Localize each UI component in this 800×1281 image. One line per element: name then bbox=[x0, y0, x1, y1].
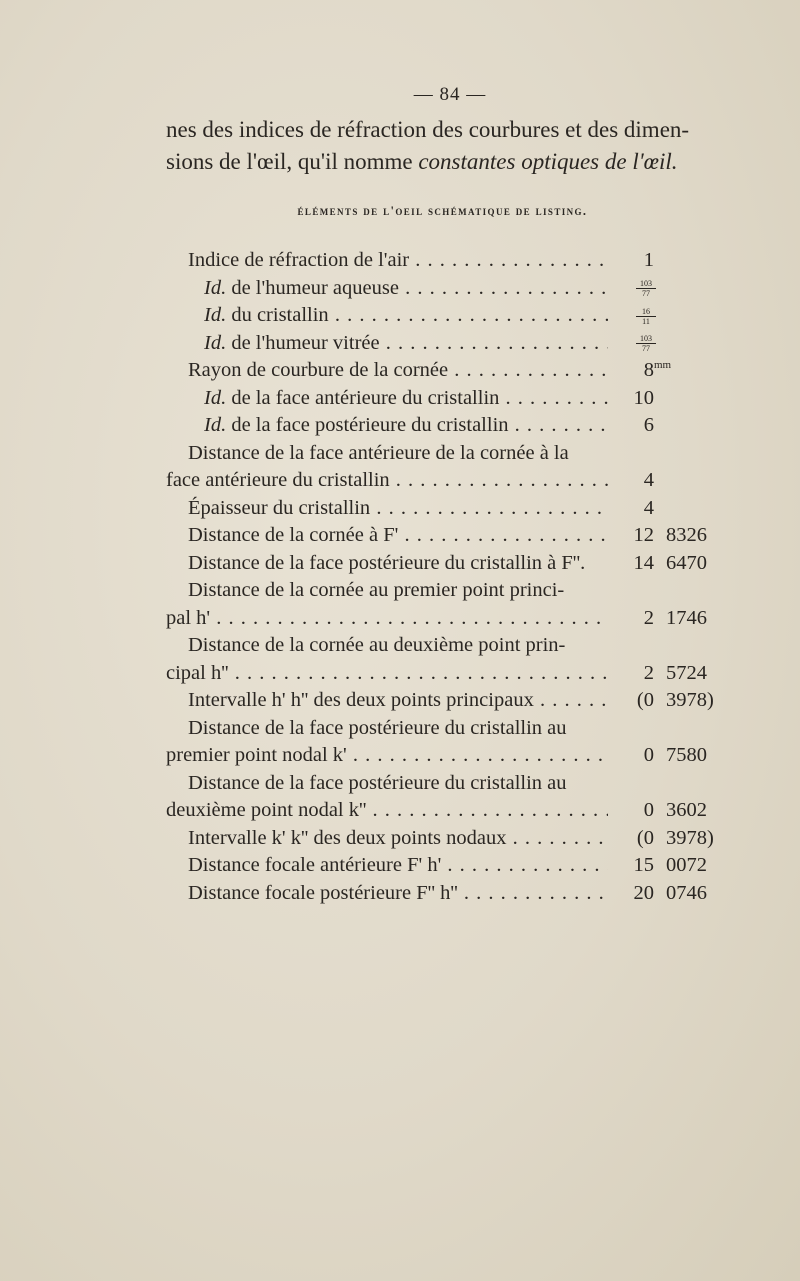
row-label-text: pal h' bbox=[166, 606, 211, 629]
row-label-text: Distance focale antérieure F' h' bbox=[188, 854, 442, 876]
value-integer: 12 bbox=[633, 524, 654, 546]
row-label-text: cipal h'' bbox=[166, 661, 229, 684]
row-label bbox=[166, 797, 608, 825]
fraction-denominator: 11 bbox=[642, 316, 650, 326]
table-row bbox=[166, 880, 726, 908]
table-row bbox=[166, 385, 726, 413]
intro-line-2 bbox=[166, 146, 726, 178]
row-value bbox=[606, 880, 726, 908]
table-row bbox=[166, 550, 726, 578]
row-label bbox=[204, 302, 608, 330]
id-prefix: Id. bbox=[204, 276, 227, 299]
fraction-numerator: 103 bbox=[636, 279, 656, 289]
value-decimal: 3978) bbox=[666, 689, 714, 711]
row-label-text: du cristallin bbox=[231, 304, 329, 326]
row-label bbox=[166, 605, 608, 633]
row-label bbox=[188, 522, 608, 550]
row-label-text: de l'humeur vitrée bbox=[231, 331, 380, 354]
value-unit: mm bbox=[654, 359, 672, 372]
row-label bbox=[204, 385, 608, 413]
intro-paragraph bbox=[166, 114, 726, 178]
row-label bbox=[188, 495, 608, 523]
row-label bbox=[188, 770, 726, 798]
row-label-text: Distance de la face antérieure de la cornée à la bbox=[188, 441, 569, 464]
fraction-value bbox=[636, 334, 656, 353]
row-value bbox=[606, 550, 726, 578]
fraction-numerator: 16 bbox=[636, 307, 656, 317]
fraction-value bbox=[636, 279, 656, 298]
row-label bbox=[188, 880, 608, 908]
row-label-text: Distance de la face postérieure du cristallin au bbox=[188, 771, 567, 794]
row-label-text: premier point nodal k' bbox=[166, 744, 347, 766]
table-row bbox=[166, 852, 726, 880]
table-row bbox=[166, 330, 726, 358]
row-value bbox=[606, 412, 726, 440]
row-label-text: Rayon de courbure de la cornée bbox=[188, 359, 449, 381]
row-label-text: de la face antérieure du cristallin bbox=[231, 386, 500, 409]
row-label bbox=[188, 357, 608, 385]
value-integer: 15 bbox=[633, 854, 654, 876]
value-integer: 20 bbox=[633, 881, 654, 904]
row-label-text: de la face postérieure du cristallin bbox=[231, 414, 509, 436]
row-label-text: Distance de la cornée au deuxième point prin- bbox=[188, 634, 566, 656]
row-label-text: Distance de la cornée à F' bbox=[188, 524, 399, 546]
row-label-text: Distance focale postérieure F'' h'' bbox=[188, 881, 458, 904]
row-label-text: face antérieure du cristallin bbox=[166, 469, 390, 491]
table-row bbox=[166, 275, 726, 303]
id-prefix: Id. bbox=[204, 386, 227, 409]
row-label bbox=[204, 412, 608, 440]
row-label-text: de l'humeur aqueuse bbox=[231, 276, 399, 299]
row-label-text: deuxième point nodal k'' bbox=[166, 799, 367, 821]
table-row bbox=[166, 715, 726, 743]
value-integer: 6 bbox=[643, 414, 654, 436]
table-row bbox=[166, 825, 726, 853]
id-prefix: Id. bbox=[204, 331, 227, 354]
value-decimal: 8326 bbox=[666, 524, 707, 546]
value-decimal: 3978) bbox=[666, 826, 714, 849]
fraction-denominator: 77 bbox=[642, 344, 650, 354]
value-integer: 2 bbox=[643, 606, 654, 629]
row-value bbox=[606, 302, 726, 330]
table-row bbox=[166, 412, 726, 440]
table-row bbox=[166, 605, 726, 633]
value-decimal: 0072 bbox=[666, 854, 707, 876]
value-decimal: 0746 bbox=[666, 881, 707, 904]
table-row bbox=[166, 440, 726, 468]
row-label bbox=[204, 275, 608, 303]
row-value bbox=[606, 275, 726, 303]
row-label bbox=[188, 577, 726, 605]
value-decimal: 1746 bbox=[666, 606, 707, 629]
value-integer: 4 bbox=[643, 496, 654, 519]
value-integer: 0 bbox=[643, 799, 654, 821]
row-value bbox=[606, 385, 726, 413]
row-label bbox=[188, 440, 726, 468]
value-decimal: 7580 bbox=[666, 744, 707, 766]
row-value bbox=[606, 742, 726, 770]
intro-line-2-italic: constantes optiques de l'œil. bbox=[418, 149, 678, 174]
table-row bbox=[166, 247, 726, 275]
table-row bbox=[166, 302, 726, 330]
row-label bbox=[188, 550, 608, 578]
row-label bbox=[188, 247, 608, 275]
row-label-text: Distance de la face postérieure du cristallin au bbox=[188, 716, 567, 739]
row-value bbox=[606, 522, 726, 550]
value-integer: 10 bbox=[633, 386, 654, 409]
row-label-text: Distance de la cornée au premier point princi- bbox=[188, 579, 565, 601]
value-integer: 8 bbox=[643, 359, 654, 381]
table-row bbox=[166, 522, 726, 550]
row-label bbox=[188, 825, 608, 853]
row-label-text: Intervalle k' k'' des deux points nodaux bbox=[188, 826, 507, 849]
row-label bbox=[204, 330, 608, 358]
table-row bbox=[166, 742, 726, 770]
id-prefix: Id. bbox=[204, 414, 227, 436]
value-integer: (0 bbox=[636, 826, 654, 849]
table-row bbox=[166, 632, 726, 660]
fraction-denominator: 77 bbox=[642, 289, 650, 299]
optical-constants-table bbox=[166, 247, 726, 907]
value-integer: 14 bbox=[633, 551, 654, 574]
row-label bbox=[188, 852, 608, 880]
table-row bbox=[166, 687, 726, 715]
row-label bbox=[166, 742, 608, 770]
value-decimal: 5724 bbox=[666, 661, 707, 684]
value-integer: (0 bbox=[636, 689, 654, 711]
table-row bbox=[166, 495, 726, 523]
table-row bbox=[166, 797, 726, 825]
page-number: — 84 — bbox=[413, 84, 487, 105]
table-row bbox=[166, 357, 726, 385]
row-value bbox=[606, 660, 726, 688]
row-value bbox=[606, 797, 726, 825]
row-value bbox=[606, 330, 726, 358]
value-integer: 1 bbox=[643, 249, 654, 271]
id-prefix: Id. bbox=[204, 304, 227, 326]
value-decimal: 6470 bbox=[666, 551, 707, 574]
fraction-numerator: 103 bbox=[636, 334, 656, 344]
row-label bbox=[188, 687, 608, 715]
value-decimal: 3602 bbox=[666, 799, 707, 821]
intro-line-2-text: sions de l'œil, qu'il nomme bbox=[166, 149, 419, 174]
row-value bbox=[606, 357, 726, 385]
row-value bbox=[606, 495, 726, 523]
fraction-value bbox=[636, 307, 656, 326]
row-label bbox=[166, 467, 608, 495]
row-label-text: Indice de réfraction de l'air bbox=[188, 249, 410, 271]
row-value bbox=[606, 687, 726, 715]
table-row bbox=[166, 770, 726, 798]
row-value bbox=[606, 852, 726, 880]
row-value bbox=[606, 247, 726, 275]
row-label-text: Distance de la face postérieure du cristallin à F''. bbox=[188, 551, 586, 574]
intro-line-1: nes des indices de réfraction des courbures et des dimen- bbox=[166, 117, 690, 142]
row-label-text: Épaisseur du cristallin bbox=[188, 496, 371, 519]
table-row bbox=[166, 577, 726, 605]
value-integer: 4 bbox=[643, 469, 654, 491]
row-label bbox=[188, 632, 726, 660]
row-value bbox=[606, 467, 726, 495]
value-integer: 2 bbox=[643, 661, 654, 684]
row-value bbox=[606, 825, 726, 853]
table-row bbox=[166, 467, 726, 495]
row-label bbox=[188, 715, 726, 743]
table-heading: éléments de l'oeil schématique de listing. bbox=[297, 204, 588, 218]
row-label bbox=[166, 660, 608, 688]
row-value bbox=[606, 605, 726, 633]
table-row bbox=[166, 660, 726, 688]
row-label-text: Intervalle h' h'' des deux points principaux bbox=[188, 689, 534, 711]
value-integer: 0 bbox=[643, 744, 654, 766]
